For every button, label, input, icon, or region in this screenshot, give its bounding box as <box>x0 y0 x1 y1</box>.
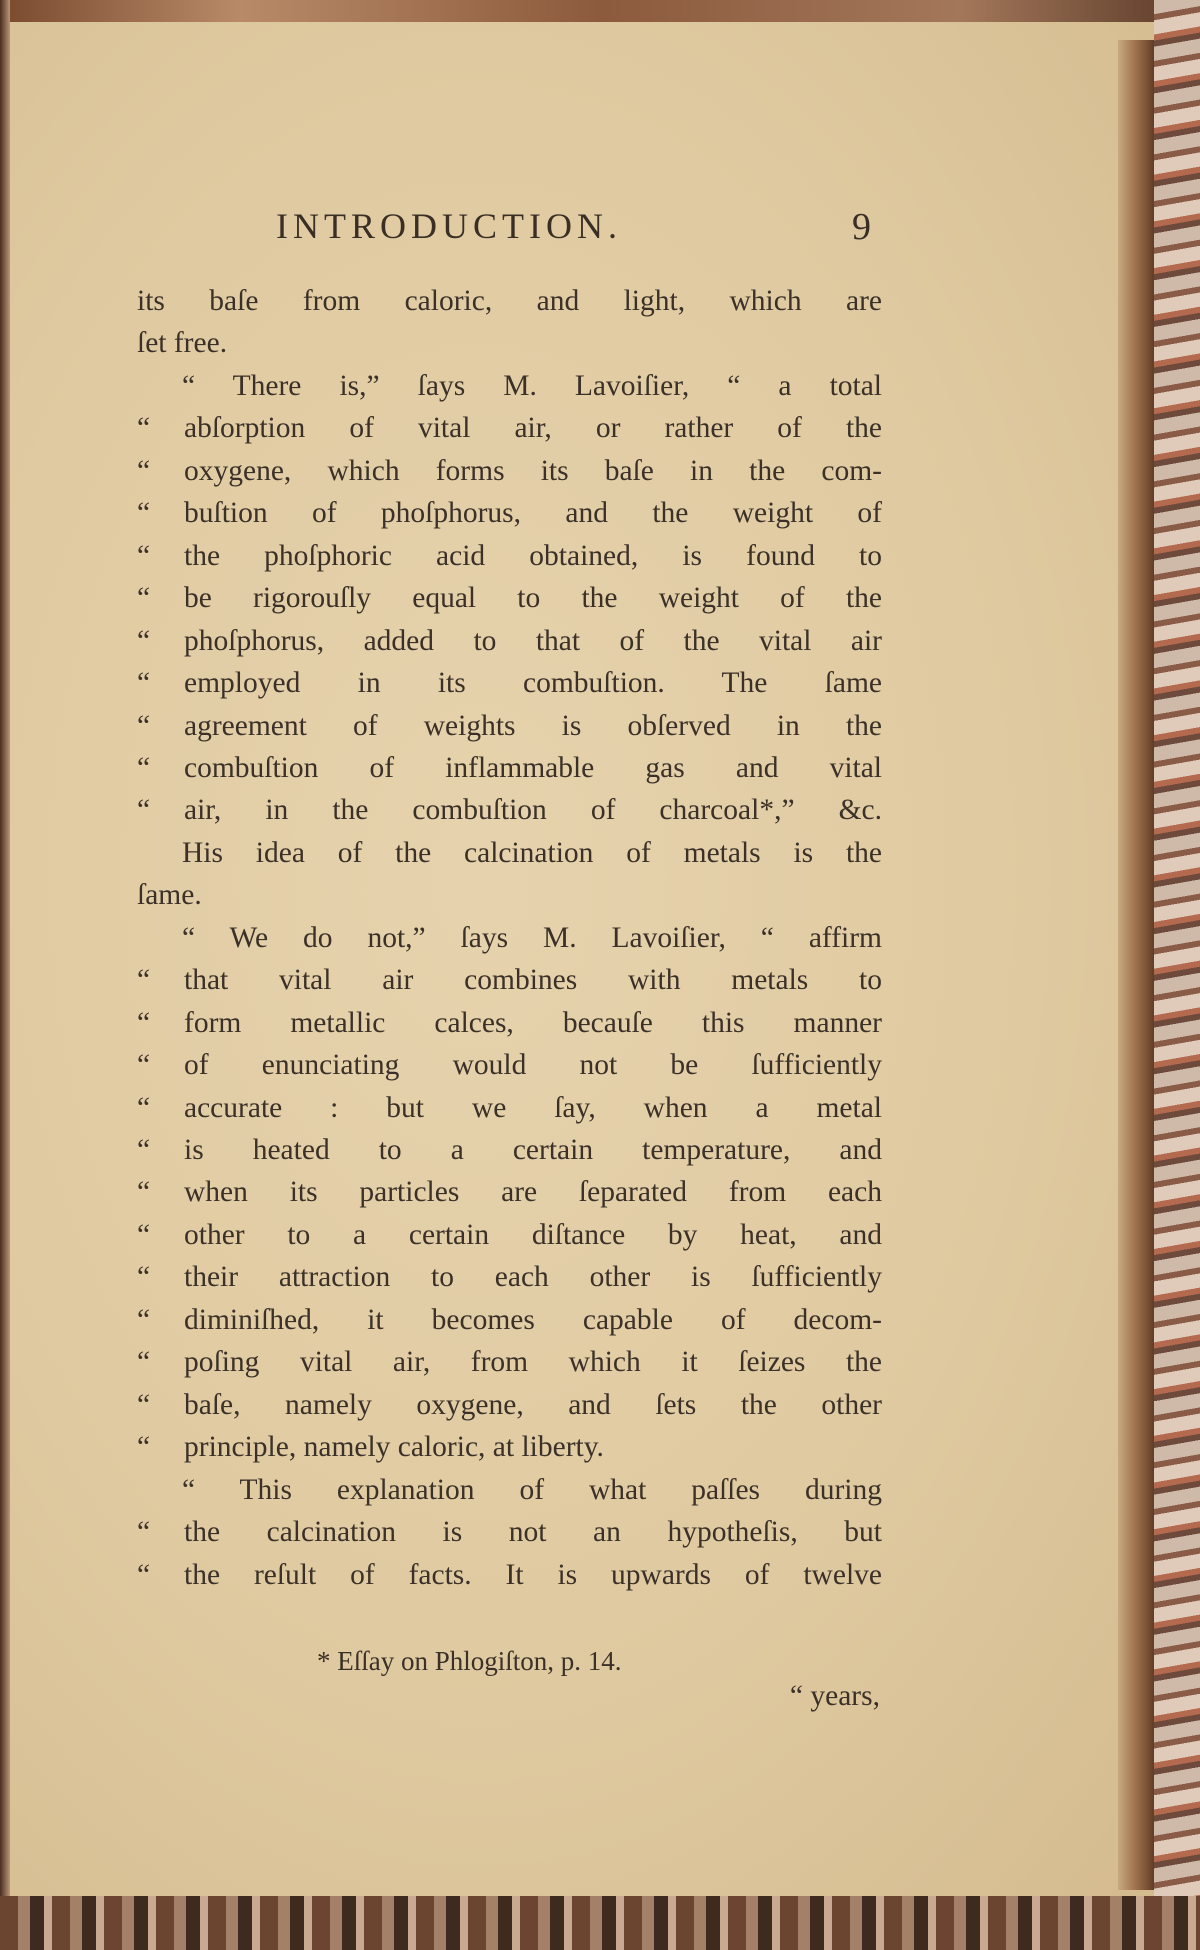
line-text: accurate : but we ſay, when a metal <box>184 1091 882 1124</box>
margin-quote-mark: “ <box>137 582 151 615</box>
text-line <box>0 450 900 492</box>
margin-quote-mark: “ <box>137 454 151 487</box>
text-line <box>0 747 900 789</box>
margin-quote-mark: “ <box>137 1346 151 1379</box>
text-line <box>0 1554 900 1596</box>
text-line <box>0 1129 900 1171</box>
text-line <box>0 1384 900 1426</box>
line-text: agreement of weights is obſerved in the <box>184 709 882 742</box>
margin-quote-mark: “ <box>137 794 151 827</box>
line-text: poſing vital air, from which it ſeizes the <box>184 1346 882 1379</box>
text-line <box>0 322 900 364</box>
page-edges <box>1118 40 1154 1890</box>
line-text: “ There is,” ſays M. Lavoiſier, “ a total <box>182 369 882 402</box>
text-line <box>0 492 900 534</box>
text-line <box>0 1341 900 1383</box>
margin-quote-mark: “ <box>137 1431 151 1464</box>
line-text: is heated to a certain temperature, and <box>184 1134 882 1166</box>
margin-quote-mark: “ <box>137 624 151 657</box>
text-line <box>0 620 900 662</box>
margin-quote-mark: “ <box>137 1388 151 1421</box>
line-text: that vital air combines with metals to <box>184 964 882 997</box>
text-line <box>0 874 900 916</box>
line-text: when its particles are ſeparated from each <box>184 1176 882 1209</box>
line-text: its baſe from caloric, and light, which are <box>137 285 882 317</box>
margin-quote-mark: “ <box>137 1303 151 1336</box>
margin-quote-mark: “ <box>137 497 151 530</box>
line-text: His idea of the calcination of metals is the <box>182 836 882 869</box>
line-text: buſtion of phoſphorus, and the weight of <box>184 497 882 530</box>
margin-quote-mark: “ <box>137 1006 151 1039</box>
line-text: baſe, namely oxygene, and ſets the other <box>184 1388 882 1421</box>
line-text: the reſult of facts. It is upwards of twelve <box>184 1558 882 1591</box>
line-text: diminiſhed, it becomes capable of decom- <box>184 1303 882 1336</box>
line-text: combuſtion of inflammable gas and vital <box>184 751 882 784</box>
footnote: * Eſſay on Phlogiſton, p. 14. <box>317 1646 622 1676</box>
margin-quote-mark: “ <box>137 1134 151 1166</box>
text-line <box>0 832 900 874</box>
line-text: air, in the combuſtion of charcoal*,” &c. <box>184 794 882 827</box>
line-text: the phoſphoric acid obtained, is found to <box>184 539 882 572</box>
margin-quote-mark: “ <box>137 1261 151 1294</box>
margin-quote-mark: “ <box>137 751 151 784</box>
margin-quote-mark: “ <box>137 412 151 445</box>
line-text: their attraction to each other is ſufficiently <box>184 1261 882 1294</box>
line-text: the calcination is not an hypotheſis, but <box>184 1516 882 1549</box>
margin-quote-mark: “ <box>137 667 151 700</box>
text-line <box>0 1171 900 1213</box>
line-text: be rigorouſly equal to the weight of the <box>184 582 882 615</box>
book-bottom-edge <box>0 1896 1200 1950</box>
text-line <box>0 1214 900 1256</box>
book-top-edge <box>0 0 1200 22</box>
text-line <box>0 1256 900 1298</box>
marbled-cover <box>1154 0 1200 1950</box>
text-line <box>0 1426 900 1468</box>
text-line <box>0 1511 900 1553</box>
text-line <box>0 535 900 577</box>
line-text: of enunciating would not be ſufficiently <box>184 1049 882 1082</box>
line-text: ſame. <box>137 879 202 912</box>
line-text: abſorption of vital air, or rather of the <box>184 412 882 445</box>
line-text: other to a certain diſtance by heat, and <box>184 1218 882 1251</box>
margin-quote-mark: “ <box>137 1091 151 1124</box>
line-text: form metallic calces, becauſe this manner <box>184 1006 882 1039</box>
text-line <box>0 280 900 322</box>
text-line <box>0 789 900 831</box>
line-text: principle, namely caloric, at liberty. <box>184 1431 604 1464</box>
margin-quote-mark: “ <box>137 539 151 572</box>
text-line <box>0 1002 900 1044</box>
margin-quote-mark: “ <box>137 1176 151 1209</box>
page-number: 9 <box>852 206 871 248</box>
text-line <box>0 959 900 1001</box>
line-text: “ We do not,” ſays M. Lavoiſier, “ affirm <box>182 921 882 954</box>
margin-quote-mark: “ <box>137 1516 151 1549</box>
text-line <box>0 705 900 747</box>
text-line <box>0 365 900 407</box>
text-line <box>0 1469 900 1511</box>
line-text: “ This explanation of what paſſes during <box>182 1473 882 1506</box>
margin-quote-mark: “ <box>137 1218 151 1251</box>
line-text: employed in its combuſtion. The ſame <box>184 667 882 700</box>
margin-quote-mark: “ <box>137 709 151 742</box>
margin-quote-mark: “ <box>137 1558 151 1591</box>
line-text: ſet free. <box>137 327 228 360</box>
text-line <box>0 407 900 449</box>
text-line <box>0 1044 900 1086</box>
text-line <box>0 917 900 959</box>
line-text: phoſphorus, added to that of the vital air <box>184 624 882 657</box>
running-head: INTRODUCTION. <box>276 206 622 246</box>
text-line <box>0 1299 900 1341</box>
margin-quote-mark: “ <box>137 964 151 997</box>
text-line <box>0 662 900 704</box>
margin-quote-mark: “ <box>137 1049 151 1082</box>
text-line <box>0 577 900 619</box>
text-line <box>0 1087 900 1129</box>
line-text: oxygene, which forms its baſe in the com- <box>184 454 882 487</box>
catchword: “ years, <box>789 1680 880 1712</box>
